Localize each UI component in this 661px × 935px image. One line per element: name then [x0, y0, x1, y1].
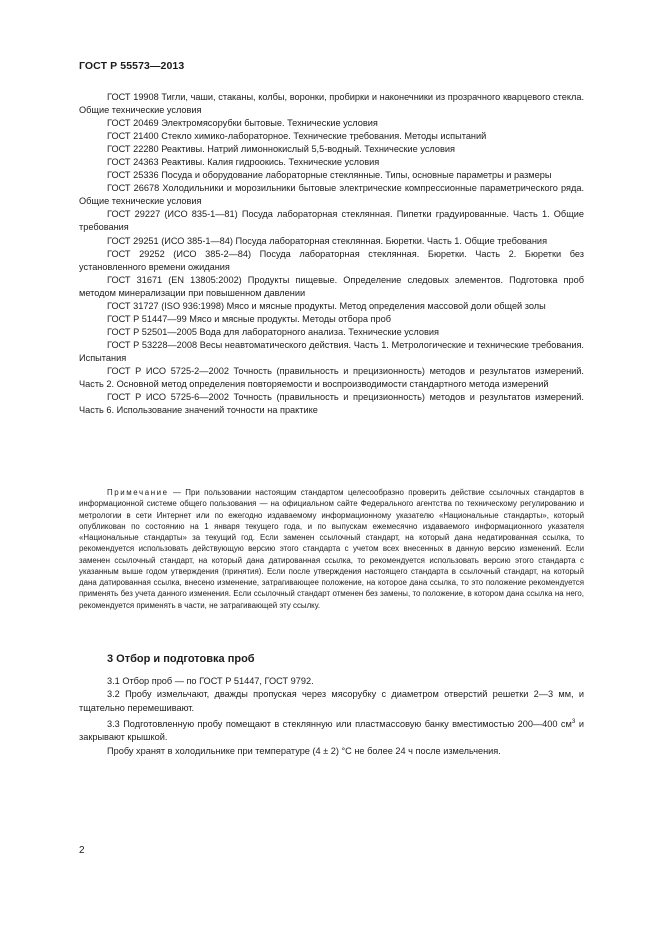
reference-item: ГОСТ Р 52501—2005 Вода для лабораторного анализа. Технические условия: [107, 326, 439, 337]
clause-3-1: 3.1 Отбор проб — по ГОСТ Р 51447, ГОСТ 9792.: [107, 676, 314, 686]
reference-item: ГОСТ 29252 (ИСО 385-2—84) Посуда лабораторная стеклянная. Бюретки. Часть 2. Бюретки без установленного времени ожидания: [79, 248, 584, 272]
page-number: 2: [79, 845, 85, 856]
reference-item: ГОСТ 29251 (ИСО 385-1—84) Посуда лабораторная стеклянная. Бюретки. Часть 1. Общие требования: [107, 235, 548, 246]
reference-item: ГОСТ 19908 Тигли, чаши, стаканы, колбы, воронки, пробирки и наконечники из прозрачного кварцевого стекла. Общие технические условия: [79, 92, 584, 116]
references-list: [79, 91, 584, 417]
clause-3-3-end: и закрывают крышкой.: [79, 718, 584, 743]
clause-3-3: [79, 715, 584, 745]
note-paragraph: [79, 487, 584, 611]
section-body: [79, 675, 584, 758]
reference-item: ГОСТ Р ИСО 5725-6—2002 Точность (правильность и прецизионность) методов и результатов измерений. Часть 6. Использование значений точности на практике: [79, 392, 584, 416]
clause-3-3-text: 3.3 Подготовленную пробу помещают в стеклянную или пластмассовую банку вместимостью 200—400 см: [107, 718, 572, 729]
reference-item: ГОСТ 25336 Посуда и оборудование лабораторные стеклянные. Типы, основные параметры и размеры: [107, 170, 552, 181]
reference-item: ГОСТ 26678 Холодильники и морозильники бытовые электрические компрессионные параметрического ряда. Общие технические условия: [79, 183, 584, 207]
storage-paragraph: Пробу хранят в холодильнике при температуре (4 ± 2) °С не более 24 ч после измельчения.: [107, 745, 501, 756]
reference-item: ГОСТ 31671 (EN 13805:2002) Продукты пищевые. Определение следовых элементов. Подготовка проб методом минерализации при повышенном давлении: [79, 274, 584, 298]
reference-item: ГОСТ 24363 Реактивы. Калия гидроокись. Технические условия: [107, 157, 380, 168]
reference-item: ГОСТ Р 53228—2008 Весы неавтоматического действия. Часть 1. Метрологические и технические требования. Испытания: [79, 339, 584, 363]
reference-item: ГОСТ 20469 Электромясорубки бытовые. Технические условия: [107, 118, 378, 129]
note-block: [79, 487, 584, 611]
note-text: — При пользовании настоящим стандартом целесообразно проверить действие ссылочных стандартов в информационной системе общего пользования — на официальном сайте Федерального агентства по техническому регулированию и метрологии в сети Интернет или по ежегодно издаваемому информационному указателю «Национальные стандарты», который опубликован по состоянию на 1 января текущего года, и по выпускам ежемесячно издаваемого информационного указателя «Национальные стандарты» за текущий год. Если заменен ссылочный стандарт, на который дана недатированная ссылка, то рекомендуется использовать действующую версию этого стандарта с учетом всех внесенных в данную версию изменений. Если заменен ссылочный стандарт, на который дана датированная ссылка, то рекомендуется использовать версию этого стандарта с указанным выше годом утверждения (принятия). Если после утверждения настоящего стандарта в ссылочный стандарт, на который дана датированная ссылка, внесено изменение, затрагивающее положение, на которое дана ссылка, то это положение рекомендуется применять без учета данного изменения. Если ссылочный стандарт отменен без замены, то положение, в котором дана ссылка на него, рекомендуется применять в части, не затрагивающей эту ссылку.: [79, 488, 584, 610]
reference-item: ГОСТ Р ИСО 5725-2—2002 Точность (правильность и прецизионность) методов и результатов измерений. Часть 2. Основной метод определения повторяемости и воспроизводимости стандартного метода измерений: [79, 365, 584, 390]
reference-item: ГОСТ 21400 Стекло химико-лабораторное. Технические требования. Методы испытаний: [107, 131, 487, 142]
clause-3-2: 3.2 Пробу измельчают, дважды пропуская через мясорубку с диаметром отверстий решетки 2—3 мм, и тщательно перемешивают.: [79, 689, 584, 713]
reference-item: ГОСТ Р 51447—99 Мясо и мясные продукты. Методы отбора проб: [107, 313, 391, 324]
note-label: Примечание: [107, 488, 169, 497]
reference-item: ГОСТ 22280 Реактивы. Натрий лимоннокислый 5,5-водный. Технические условия: [107, 144, 455, 155]
page-header-title: ГОСТ Р 55573—2013: [79, 60, 185, 72]
reference-item: ГОСТ 29227 (ИСО 835-1—81) Посуда лабораторная стеклянная. Пипетки градуированные. Часть 1. Общие требования: [79, 209, 584, 233]
superscript-3: 3: [571, 717, 576, 725]
section-heading: 3 Отбор и подготовка проб: [107, 653, 255, 665]
reference-item: ГОСТ 31727 (ISO 936:1998) Мясо и мясные продукты. Метод определения массовой доли общей золы: [107, 300, 546, 311]
